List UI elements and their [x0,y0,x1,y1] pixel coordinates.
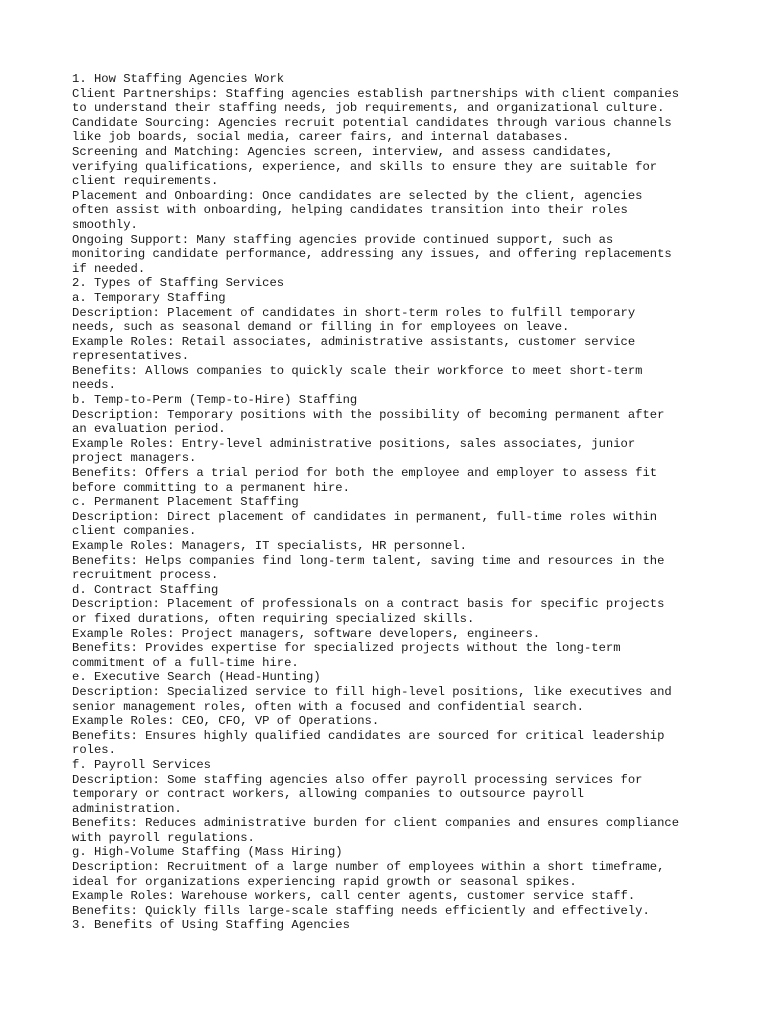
text-line: smoothly. [72,217,138,232]
text-line: commitment of a full-time hire. [72,655,299,670]
text-line: Benefits: Quickly fills large-scale staffing needs efficiently and effectively. [72,903,650,918]
text-line: g. High-Volume Staffing (Mass Hiring) [72,845,343,860]
text-line: a. Temporary Staffing [72,290,226,305]
text-line: needs. [72,378,116,393]
text-line: to understand their staffing needs, job requirements, and organizational culture. [72,101,665,116]
text-line: often assist with onboarding, helping candidates transition into their roles [72,203,628,218]
text-line: Example Roles: Warehouse workers, call center agents, customer service staff. [72,889,636,904]
text-line: Benefits: Allows companies to quickly scale their workforce to meet short-term [72,363,643,378]
text-line: Description: Recruitment of a large number of employees within a short timeframe, [72,860,665,875]
text-line: representatives. [72,349,190,364]
text-line: with payroll regulations. [72,830,255,845]
text-line: e. Executive Search (Head-Hunting) [72,670,321,685]
text-line: b. Temp-to-Perm (Temp-to-Hire) Staffing [72,393,358,408]
text-line: before committing to a permanent hire. [72,480,350,495]
text-line: f. Payroll Services [72,757,211,772]
text-line: Description: Some staffing agencies also offer payroll processing services for [72,772,643,787]
text-line: senior management roles, often with a focused and confidential search. [72,699,584,714]
text-line: Description: Placement of professionals on a contract basis for specific projects [72,597,665,612]
text-line: Benefits: Ensures highly qualified candidates are sourced for critical leadership [72,728,665,743]
text-line: Example Roles: CEO, CFO, VP of Operations. [72,714,380,729]
text-line: needs, such as seasonal demand or filling in for employees on leave. [72,320,570,335]
text-line: Example Roles: Managers, IT specialists, HR personnel. [72,539,467,553]
text-line: client requirements. [72,174,219,189]
text-line: 3. Benefits of Using Staffing Agencies [72,918,350,933]
text-line: Description: Placement of candidates in short-term roles to fulfill temporary [72,305,636,320]
text-line: if needed. [72,261,146,276]
text-line: Example Roles: Project managers, software developers, engineers. [72,626,541,641]
text-line: recruitment process. [72,568,219,583]
text-line: like job boards, social media, career fairs, and internal databases. [72,130,570,145]
text-line: Client Partnerships: Staffing agencies establish partnerships with client companies [72,86,680,101]
text-line: administration. [72,801,182,816]
text-line: Benefits: Reduces administrative burden for client companies and ensures compliance [72,816,680,831]
text-line: Benefits: Offers a trial period for both the employee and employer to assess fit [72,466,658,481]
text-line: Benefits: Helps companies find long-term talent, saving time and resources in the [72,553,665,568]
text-line: 1. How Staffing Agencies Work [72,72,285,86]
text-line: client companies. [72,524,197,539]
text-line: Description: Specialized service to fill high-level positions, like executives and [72,684,672,699]
text-line: project managers. [72,451,197,466]
text-line: c. Permanent Placement Staffing [72,495,299,510]
text-line: Screening and Matching: Agencies screen, interview, and assess candidates, [72,144,614,159]
text-line: d. Contract Staffing [72,582,219,597]
text-line: Placement and Onboarding: Once candidates are selected by the client, agencies [72,188,643,203]
text-line: roles. [72,743,116,758]
text-line: Ongoing Support: Many staffing agencies provide continued support, such as [72,232,614,247]
text-line: temporary or contract workers, allowing companies to outsource payroll [72,787,584,802]
text-line: Description: Direct placement of candidates in permanent, full-time roles within [72,509,658,524]
text-line: Description: Temporary positions with the possibility of becoming permanent after [72,407,665,422]
document-page [72,72,712,933]
text-line: monitoring candidate performance, addressing any issues, and offering replacements [72,247,672,262]
text-line: 2. Types of Staffing Services [72,276,285,291]
text-line: Example Roles: Retail associates, administrative assistants, customer service [72,334,636,349]
text-line: ideal for organizations experiencing rapid growth or seasonal spikes. [72,874,577,889]
text-line: Candidate Sourcing: Agencies recruit potential candidates through various channels [72,115,672,130]
document-body [72,72,712,933]
text-line: an evaluation period. [72,422,226,437]
text-line: verifying qualifications, experience, and skills to ensure they are suitable for [72,159,658,174]
text-line: or fixed durations, often requiring specialized skills. [72,611,475,626]
text-line: Example Roles: Entry-level administrative positions, sales associates, junior [72,436,636,451]
text-line: Benefits: Provides expertise for specialized projects without the long-term [72,641,621,656]
